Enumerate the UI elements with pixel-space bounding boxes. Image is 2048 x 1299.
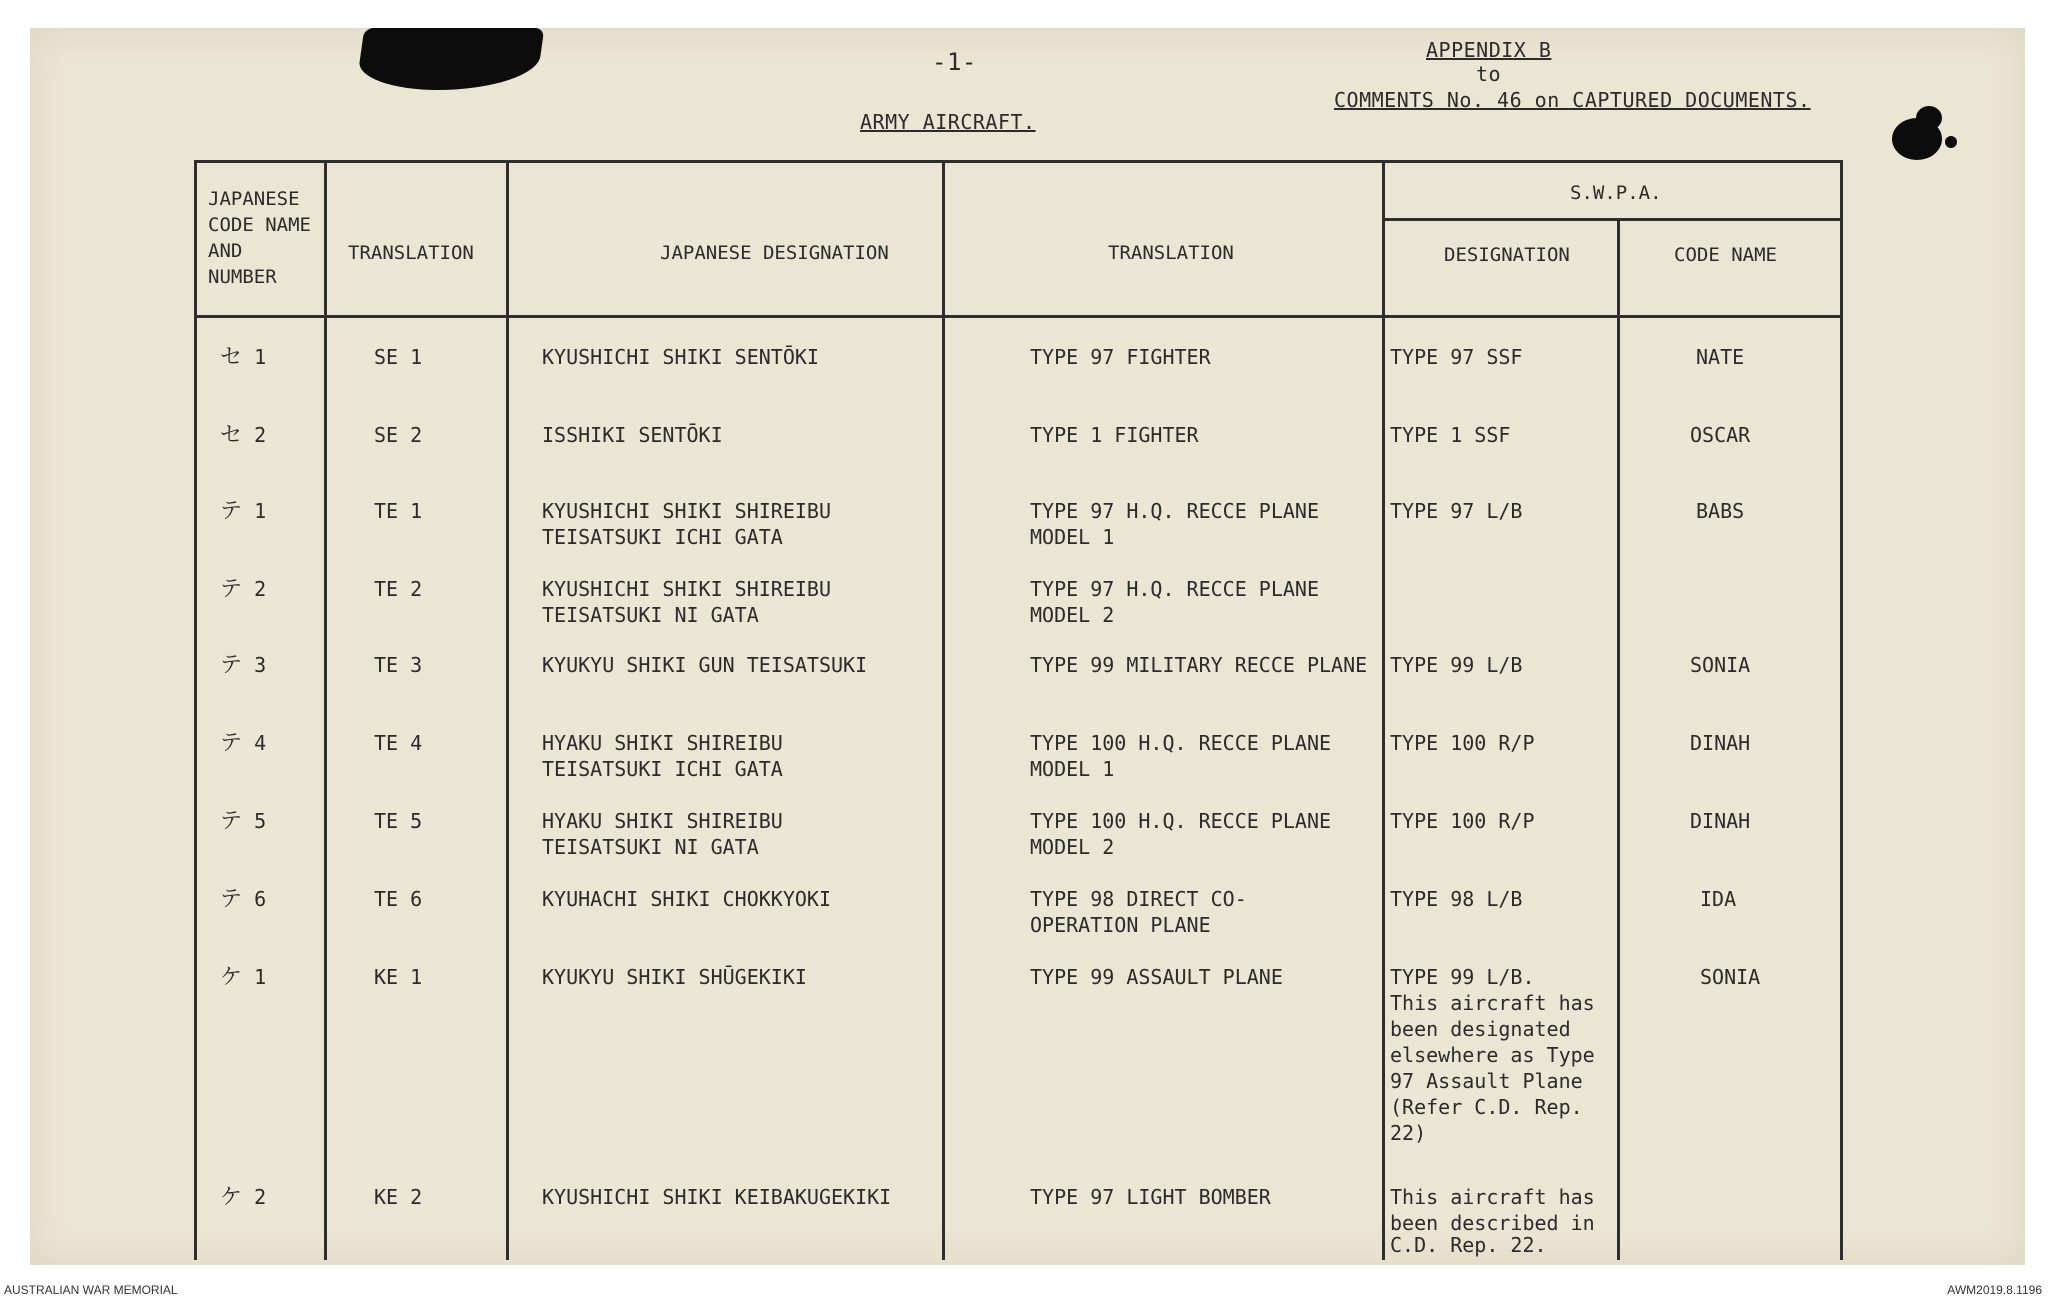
row-translation-2: OPERATION PLANE	[1030, 913, 1211, 937]
row-jp-designation: HYAKU SHIKI SHIREIBU	[542, 809, 783, 833]
table-row: ケ 1	[220, 965, 267, 990]
row-code-name: IDA	[1700, 887, 1737, 911]
row-swpa-designation: This aircraft has	[1390, 991, 1595, 1015]
footer-source: AUSTRALIAN WAR MEMORIAL	[4, 1283, 178, 1297]
header-translation-2: TRANSLATION	[1108, 242, 1234, 264]
header-translation: TRANSLATION	[348, 242, 474, 264]
row-translation-2: MODEL 1	[1030, 757, 1115, 781]
row-code-name: SONIA	[1690, 653, 1751, 677]
table-rule	[506, 160, 509, 1260]
row-swpa-designation: TYPE 100 R/P	[1390, 731, 1535, 755]
document-title: ARMY AIRCRAFT.	[860, 110, 1036, 134]
table-rule	[194, 160, 1843, 163]
row-jp-designation: TEISATSUKI ICHI GATA	[542, 525, 783, 549]
row-jp-designation: KYUHACHI SHIKI CHOKKYOKI	[542, 887, 831, 911]
row-swpa-designation: TYPE 1 SSF	[1390, 423, 1511, 447]
appendix-to: to	[1476, 62, 1502, 86]
row-swpa-designation: been designated	[1390, 1017, 1571, 1041]
row-translation-2: TYPE 97 FIGHTER	[1030, 345, 1211, 369]
row-swpa-designation: TYPE 99 L/B	[1390, 653, 1523, 677]
row-swpa-designation: TYPE 99 L/B.	[1390, 965, 1535, 989]
row-code-name: DINAH	[1690, 809, 1751, 833]
row-translation-2: TYPE 99 ASSAULT PLANE	[1030, 965, 1283, 989]
row-swpa-designation: 97 Assault Plane	[1390, 1069, 1583, 1093]
row-translation: TE 5	[374, 809, 423, 833]
row-jp-designation: HYAKU SHIKI SHIREIBU	[542, 731, 783, 755]
row-jp-designation: TEISATSUKI NI GATA	[542, 603, 759, 627]
row-translation-2: MODEL 2	[1030, 603, 1115, 627]
footer-catalogue-id: AWM2019.8.1196	[1947, 1283, 2042, 1297]
row-jp-designation: KYUKYU SHIKI SHŪGEKIKI	[542, 965, 807, 989]
row-jp-designation: KYUSHICHI SHIKI SENTŌKI	[542, 345, 819, 369]
table-row: テ 1	[220, 499, 267, 524]
header-swpa-code-name: CODE NAME	[1674, 244, 1777, 266]
row-translation-2: TYPE 97 H.Q. RECCE PLANE	[1030, 499, 1319, 523]
paper-hole	[1916, 106, 1942, 130]
table-rule	[1382, 160, 1385, 1260]
row-translation: SE 2	[374, 423, 423, 447]
row-jp-designation: ISSHIKI SENTŌKI	[542, 423, 723, 447]
table-rule	[194, 160, 197, 1260]
table-rule	[1617, 218, 1620, 1260]
appendix-label: APPENDIX B	[1426, 38, 1552, 62]
row-swpa-designation: TYPE 97 SSF	[1390, 345, 1523, 369]
row-translation-2: TYPE 98 DIRECT CO-	[1030, 887, 1247, 911]
comments-reference: COMMENTS No. 46 on CAPTURED DOCUMENTS.	[1334, 88, 1811, 112]
row-swpa-designation: elsewhere as Type	[1390, 1043, 1595, 1067]
row-jp-designation: TEISATSUKI ICHI GATA	[542, 757, 783, 781]
header-swpa-designation: DESIGNATION	[1444, 244, 1570, 266]
table-row: ケ 2	[220, 1185, 267, 1210]
row-translation: KE 2	[374, 1185, 423, 1209]
row-jp-designation: KYUSHICHI SHIKI SHIREIBU	[542, 577, 831, 601]
row-swpa-designation: This aircraft has	[1390, 1185, 1595, 1209]
row-translation-2: TYPE 97 LIGHT BOMBER	[1030, 1185, 1271, 1209]
row-swpa-designation: TYPE 98 L/B	[1390, 887, 1523, 911]
row-translation-2: MODEL 1	[1030, 525, 1115, 549]
row-code-name: BABS	[1696, 499, 1745, 523]
header-code-line3: AND	[208, 240, 243, 262]
row-swpa-designation: (Refer C.D. Rep.	[1390, 1095, 1583, 1119]
header-code-line2: CODE NAME	[208, 214, 311, 236]
row-translation: TE 6	[374, 887, 423, 911]
table-row: テ 2	[220, 577, 267, 602]
row-code-name: SONIA	[1700, 965, 1761, 989]
header-jp-designation: JAPANESE DESIGNATION	[660, 242, 889, 264]
table-row: テ 3	[220, 653, 267, 678]
header-code-line4: NUMBER	[208, 266, 277, 288]
row-jp-designation: KYUSHICHI SHIKI KEIBAKUGEKIKI	[542, 1185, 892, 1209]
table-row: セ 1	[220, 345, 267, 370]
row-translation-2: TYPE 100 H.Q. RECCE PLANE	[1030, 731, 1332, 755]
row-translation: TE 2	[374, 577, 423, 601]
row-jp-designation: KYUSHICHI SHIKI SHIREIBU	[542, 499, 831, 523]
header-code-line1: JAPANESE	[208, 188, 300, 210]
row-swpa-designation: TYPE 97 L/B	[1390, 499, 1523, 523]
table-rule	[1840, 160, 1843, 1260]
row-swpa-designation: been described in	[1390, 1211, 1595, 1235]
paper-hole	[1945, 136, 1957, 148]
row-translation-2: MODEL 2	[1030, 835, 1115, 859]
row-jp-designation: KYUKYU SHIKI GUN TEISATSUKI	[542, 653, 868, 677]
table-rule	[1382, 218, 1843, 221]
table-row: テ 5	[220, 809, 267, 834]
row-translation-2: TYPE 99 MILITARY RECCE PLANE	[1030, 653, 1368, 677]
row-translation: SE 1	[374, 345, 423, 369]
row-swpa-designation: 22)	[1390, 1121, 1427, 1145]
row-code-name: OSCAR	[1690, 423, 1751, 447]
row-translation: TE 3	[374, 653, 423, 677]
page-number: -1-	[932, 48, 977, 76]
row-translation: TE 1	[374, 499, 423, 523]
table-rule	[324, 160, 327, 1260]
row-translation: TE 4	[374, 731, 423, 755]
row-translation-2: TYPE 100 H.Q. RECCE PLANE	[1030, 809, 1332, 833]
row-code-name: DINAH	[1690, 731, 1751, 755]
row-translation-2: TYPE 97 H.Q. RECCE PLANE	[1030, 577, 1319, 601]
table-rule	[942, 160, 945, 1260]
header-swpa: S.W.P.A.	[1570, 182, 1662, 204]
table-rule	[194, 315, 1843, 318]
aircraft-table	[194, 160, 1842, 1260]
row-translation: KE 1	[374, 965, 423, 989]
row-jp-designation: TEISATSUKI NI GATA	[542, 835, 759, 859]
row-swpa-designation: C.D. Rep. 22.	[1390, 1233, 1547, 1257]
table-row: テ 6	[220, 887, 267, 912]
row-code-name: NATE	[1696, 345, 1745, 369]
row-translation-2: TYPE 1 FIGHTER	[1030, 423, 1199, 447]
table-row: テ 4	[220, 731, 267, 756]
table-row: セ 2	[220, 423, 267, 448]
row-swpa-designation: TYPE 100 R/P	[1390, 809, 1535, 833]
